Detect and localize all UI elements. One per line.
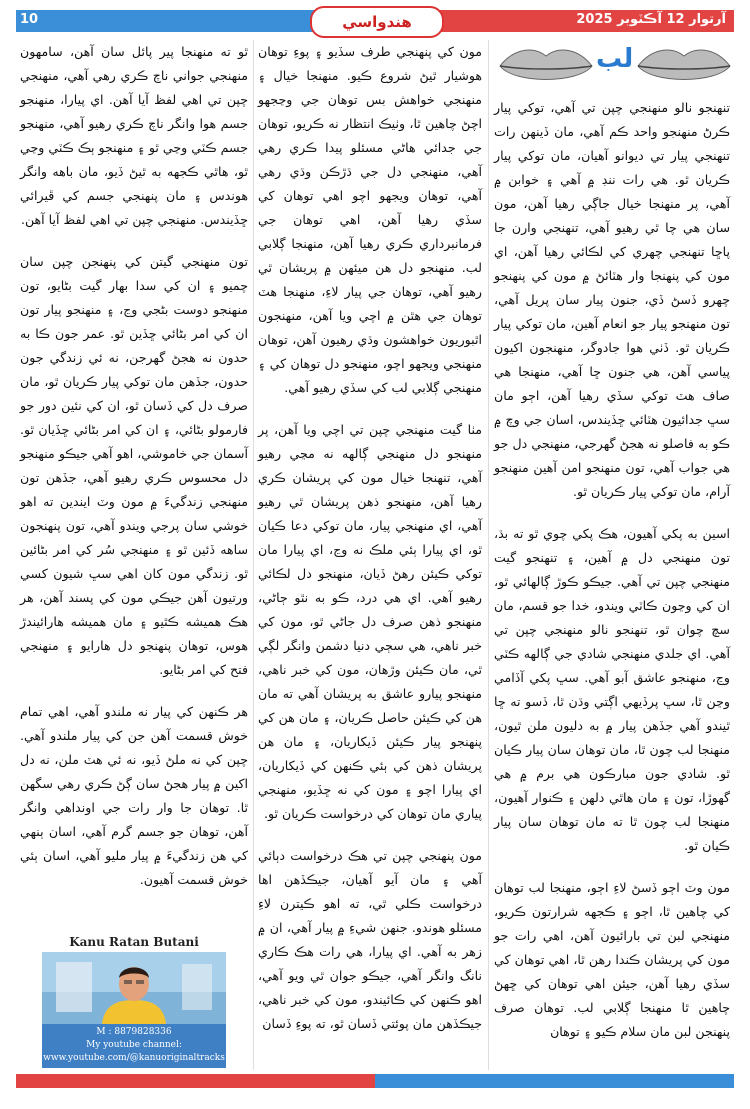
author-name: Kanu Ratan Butani <box>69 935 199 949</box>
footer-bar-red <box>16 1074 375 1088</box>
paragraph: اسين به پکي آهيون، هڪ پکي چوي ٿو ته بڌ، تون منهنجي دل ۾ آهين، ۽ تنهنجو گيت منهنجي چپن تي آهي. جيڪو ڪوڙ ڳالهائي ٿو، ان کي وڃون ڪاٽي ويندو، خدا جو قسم، مان سچ چوان ٿو، تنهنجو نالو منهنجي چپن تي آهي. اي جلدي منهنجي شادي جي ڳالهه ڪٽي وڃ، منهنجو عاشق آبو آهي. سڀ پکي آڏامي وڃن ٿا، سڀ پرڏيهي اڳتي وڌن ٿا، ڏسو ته ڇا ٿيندو آهي جڏهن پيار ۾ به دليون ملن ٿيون، منهنجا لب چون ٿا، مان توهان سان پيار ڪيان ٿو. شادي جون مبارڪون هي برم ۾ هي گهوڙا، تون ۽ مان هاٿي دلهن ۽ ڪنوار آهيون، منهنجا لب چون ٿا ته مان توهان سان پيار ڪيان ٿو. <box>494 526 730 853</box>
left-lips <box>500 50 592 79</box>
column-right <box>494 96 730 1062</box>
paragraph: مٺا گيت منهنجي چپن تي اچي ويا آهن، پر منهنجو دل منهنجي ڳالهه نه مڃي رهيو آهي، تنهنجا خيال مون کي پريشان ڪري رهيا آهن، منهنجو ذهن پريشان ٿي رهيو آهي، اي منهنجي پيار، مان توکي دعا ڪيان ٿو، اي پيارا ٻئي ملڪ نه وڃ، اي پيارا مان توکي ڪيئن رهڻ ڏيان، منهنجو دل لڪائي رهيو آهي. اي هي درد، ڪو به نٿو ڄاڻي، منهنجو ذهن صرف دل جاڻي ٿو، مون کي خبر ناهي، هي سڄي دنيا دشمن وانگر لڳي ٿي، مان ڪيئن وڙهان، مون کي خبر ناهي، منهنجو پيارو عاشق به پريشان آهي ته مان هن کي ڪيئن حاصل ڪريان، ۽ مان هن کي پنهنجو پيار ڪيئن ڏيکاريان، ۽ مان هن پريشان ذهن کي ٻئي ڪنهن کي ڏيکاريان، اي پيارا اچو ۽ مون کي نه ڇڏيو، منهنجي پياري مان توهان کي درخواست ڪريان ٿو. <box>258 422 482 821</box>
footer-bar-blue <box>375 1074 734 1088</box>
author-photo <box>42 952 226 1024</box>
paragraph: تنهنجو نالو منهنجي چپن تي آهي، توکي پيار ڪرڻ منهنجو واحد ڪم آهي، مان ڏينهن رات تنهنجي پيار تي ديوانو آهيان، مان توکي پيار ڪريان ٿو. هي رات ننڊ ۾ آهي ۽ خوابن ۾ آهي، پر منهنجا خيال جاڳي رهيا آهن، مون سان هي چا ٿي رهيو آهي، تنهنجي وارن جا پاڇا تنهنجي چهري کي لڪائي رهيا آهن، اي مون کي پنهنجا وار هٽائڻ ۾ مون کي پنهنجو چهرو ڏسڻ ڏي، جنون پيار سان پريل آهي، تون منهنجو پيار جو انعام آهين، مان توکي پيار ڪريان ٿو. ڏٺي هوا جادوگر، منهنجون اکيون پياسي آهن، هي جنون ڇا آهي، منهنجا هي صاف هٽ توکي سڏي رهيا آهن، اڄو مان سڀ جدائيون هٽائي ڇڏيندس، اسان جي وچ ۾ ڪو به فاصلو نه هجڻ گهرجي، منهنجي دل جو هي جواب آهي، تون منهنجو امن آهين منهنجو آرام، مان توکي پيار ڪريان ٿو. <box>494 100 730 499</box>
column-divider <box>253 40 254 1070</box>
masthead-logo: هندواسي <box>310 6 444 38</box>
paragraph: ٿو ته منهنجا پير پائل سان آهن، سامهون منهنجي جواني ناچ ڪري رهي آهي، منهنجي چپن تي اهي لفظ آيا آهن. اي پيارا، منهنجو جسم هوا وانگر ناچ ڪري رهيو آهي، منهنجو جسم ڪٽي وڃي ٿو ۽ منهنجو ٻڪ ڪٽي وڃي ٿو، هاٿي ڪجهه به ٿيڻ ڏيو، مان باهه وانگر هوندس ۽ مان پنهنجي جسم کي ڦيرائي ڇڏيندس. منهنجي چپن تي اهي لفظ آيا آهن. <box>20 44 248 227</box>
youtube-link[interactable]: www.youtube.com/@kanuoriginaltracks <box>43 1053 225 1063</box>
youtube-label: My youtube channel: <box>86 1040 182 1050</box>
paragraph: تون منهنجي گيتن کي پنهنجن چپن سان چميو ۽ ان کي سدا بهار گيت بڻايو، تون منهنجو دوست بڻجي وڃ، ۽ منهنجو پيار تون ان کي امر بڻائي ڇڏين ٿو. عمر جون ڪا به حدون نه هجڻ گهرجن، نه ئي زندگي جون حدون، جڏهن مان توکي پيار ڪريان ٿو، مان صرف دل کي ڏسان ٿو، ان کي نئين دور جو فارمولو بڻائي، ۽ ان کي امر بڻائي ڇڏيان ٿو. آسمان جي خاموشي، اهو آهي جيڪو منهنجو دل محسوس ڪري رهيو آهي، جڏهن تون منهنجي زندگيءَ ۾ مون وٽ ايندين ته اهو خوشي سان پرجي ويندو آهي، تون پنهنجون ساهه ڏئين ٿو ۽ منهنجي سُر کي امر بڻائين ٿو. زندگي مون کان اهي سڀ شيون کسي ورتيون آهن جيڪي مون کي پسند آهن، هر هڪ هميشه ڪٿيو ۽ مان هميشه هارائيندڙ هوس، توهان پنهنجو دل هارايو ۽ منهنجي فتح کي امر بڻايو. <box>20 254 248 677</box>
article-title: لب <box>596 44 634 74</box>
footer-bar <box>16 1074 734 1088</box>
page-number: 10 <box>20 12 39 27</box>
author-mobile: M : 8879828336 <box>96 1027 172 1037</box>
column-middle <box>258 40 482 1054</box>
column-left <box>20 40 248 910</box>
issue-date: آرتوار 12 آڪٽوبر 2025 <box>576 12 726 27</box>
paragraph: هر ڪنهن کي پيار نه ملندو آهي، اهي تمام خوش قسمت آهن جن کي پيار ملندو آهي. چپن کي نه ملڻ ڏيو، نه ئي هٽ ملن، نه دل اکين ۾ پيار هجڻ سان ڳڻ ڪري رهي سگهن ٿا. توهان جا وار رات جي اونداهي وانگر آهن، توهان جو جسم گرم آهي، اسان ٻنهي کي هن زندگيءَ ۾ پيار مليو آهي، اسان ٻئي خوش قسمت آهيون. <box>20 704 248 887</box>
paragraph: مون وٽ اڄو ڏسڻ لاءِ اڄو، منهنجا لب توهان کي چاهين ٿا، اڄو ۽ ڪجهه شرارتون ڪريو، منهنجي لبن تي بارائيون آهن، اهي رات جو مون کي پريشان ڪندا رهن ٿا، اهي توهان کي سڏي رهيا آهن، جيئن اهي توهان کي ڇهڻ چاهين ٿا منهنجا ڳلابي لب. توهان صرف پنهنجن لبن مان سلام ڪيو ۽ توهان <box>494 880 730 1039</box>
paragraph: مون پنهنجي چپن تي هڪ درخواست دٻائي آهي ۽ مان آيو آهيان، جيڪڏهن اها درخواست ڪلي ٿي، ته اهو ڪيترن لاءِ مسئلو هوندو. جنهن شيءِ ۾ پيار آهي، ان ۾ زهر به آهي. اي پيارا، هي رات هڪ ڪاري نانگ وانگر آهي، جيڪو جوان ٿي ويو آهي، اهو ڪنهن کي ڪائيندو، مون کي خبر ناهي، جيڪڏهن مان پوئتي ڏسان ٿو، ته پوءِ ڏسان <box>258 848 482 1031</box>
right-lips <box>638 50 730 79</box>
author-portrait <box>42 952 226 1024</box>
author-contact-box <box>42 1024 226 1068</box>
paragraph: مون کي پنهنجي طرف سڏيو ۽ پوءِ توهان هوشيار ٿيڻ شروع ڪيو. منهنجا خيال ۽ منهنجي خواهش بس توهان جي وڃجهو اچڻ چاهين ٿا، وٺيڪ انتظار نه ڪريو، توهان جي جدائي هاڻي مسئلو پيدا ڪري رهي آهي، منهنجي دل جي ڌڙڪن وڌي رهي آهي، توهان ويجهو اچو اهي توهان کي سڏي رهيا آهن، اهي توهان جي فرمانبرداري ڪري رهيا آهن، منهنجا ڳلابي لب. منهنجو دل هن ميئهن ۾ پريشان ٿي رهيو آهي، توهان جي پيار لاءِ، منهنجا هٽ توهان جي هٿن ۾ اچي ويا آهن، منهنجون اٿبوريون خواهشون وڌي رهيون آهن، توهان منهنجي ويجهو اچو، منهنجو دل توهان کي ۽ منهنجي ڳلابي لب کي سڏي رهيو آهي. <box>258 44 482 395</box>
column-divider <box>488 40 489 1070</box>
